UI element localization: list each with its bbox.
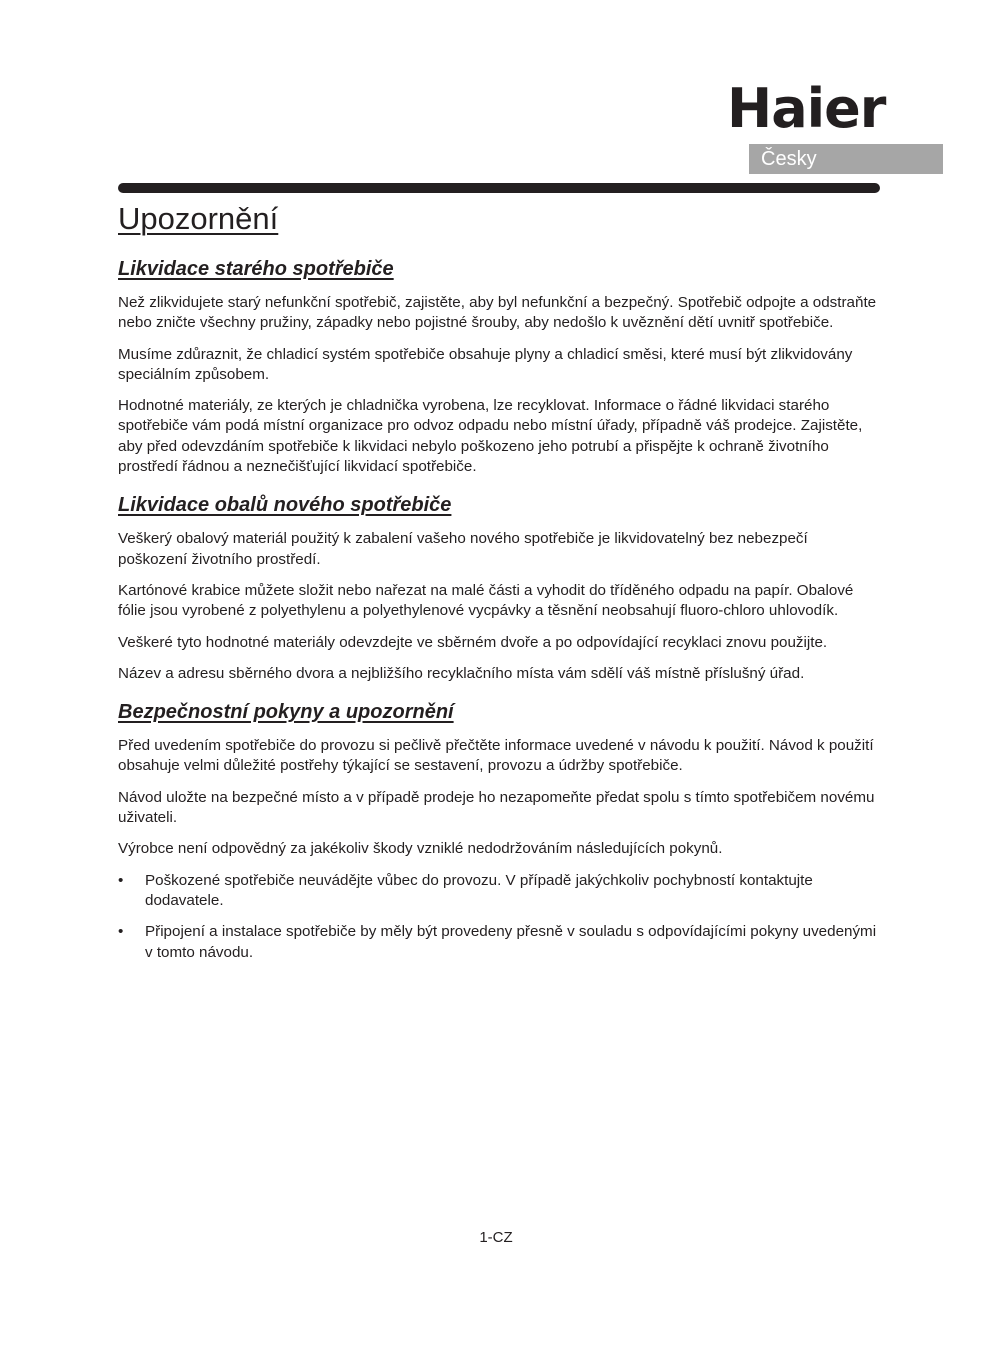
section-heading: Likvidace starého spotřebiče	[118, 258, 394, 280]
paragraph: Výrobce není odpovědný za jakékoliv škody vzniklé nedodržováním následujících pokynů.	[118, 840, 723, 858]
paragraph: Než zlikvidujete starý nefunkční spotřebič, zajistěte, aby byl nefunkční a bezpečný. Spotřebič odpojte a odstraňte nebo zničte všechny pružiny, západky nebo pojistné šrouby, aby nedošlo k uvěznění dětí uvnitř spotřebiče.	[118, 294, 877, 332]
paragraph: Veškerý obalový materiál použitý k zabalení vašeho nového spotřebiče je likvidovatelný bez nebezpečí poškození životního prostředí.	[118, 530, 808, 568]
list-item-text: Připojení a instalace spotřebiče by měly být provedeny přesně v souladu s odpovídajícími pokyny uvedenými v tomto návodu.	[145, 923, 877, 961]
main-content	[118, 197, 878, 974]
section-heading: Likvidace obalů nového spotřebiče	[118, 494, 452, 517]
list-item	[118, 871, 878, 912]
header-divider	[118, 183, 880, 193]
bullet-icon: •	[118, 871, 124, 889]
section-disposal-packaging	[118, 492, 878, 684]
page-number: 1-CZ	[479, 1229, 513, 1246]
brand-logo: Haier	[727, 77, 886, 140]
safety-bullet-list	[118, 871, 878, 963]
language-label: Česky	[749, 144, 943, 174]
paragraph: Kartónové krabice můžete složit nebo nařezat na malé části a vyhodit do tříděného odpadu na papír. Obalové fólie jsou vyrobené z polyethylenu a polyethylenové vycpávky a těsnění neobsahují fluoro-chloro uhlovodík.	[118, 581, 854, 620]
paragraph: Název a adresu sběrného dvora a nejbližšího recyklačního místa vám sdělí váš místně příslušný úřad.	[118, 664, 805, 682]
paragraph: Před uvedením spotřebiče do provozu si pečlivě přečtěte informace uvedené v návodu k použití. Návod k použití obsahuje velmi důležité postřehy týkající se sestavení, provozu a údržby spotřebiče.	[118, 737, 874, 775]
list-item-text: Poškozené spotřebiče neuvádějte vůbec do provozu. V případě jakýchkoliv pochybností kontaktujte dodavatele.	[145, 871, 813, 909]
page-title: Upozornění	[118, 201, 279, 236]
paragraph: Návod uložte na bezpečné místo a v případě prodeje ho nezapomeňte předat spolu s tímto spotřebičem novému uživateli.	[118, 788, 875, 827]
section-disposal-old	[118, 256, 878, 477]
section-safety	[118, 699, 878, 963]
bullet-icon: •	[118, 923, 124, 941]
paragraph: Hodnotné materiály, ze kterých je chladnička vyrobena, lze recyklovat. Informace o řádné likvidaci starého spotřebiče vám podá místní organizace pro odvoz odpadu nebo místní úřady, případně váš prodejce. Zajistěte, aby před odevzdáním spotřebiče k likvidaci nebylo poškozeno jeho potrubí a přispějte k ochraně životního prostředí řádnou a neznečišťující likvidací spotřebiče.	[118, 397, 863, 476]
paragraph: Veškeré tyto hodnotné materiály odevzdejte ve sběrném dvoře a po odpovídající recyklaci znovu použijte.	[118, 633, 828, 651]
paragraph: Musíme zdůraznit, že chladicí systém spotřebiče obsahuje plyny a chladicí směsi, které musí být zlikvidovány speciálním způsobem.	[118, 345, 853, 383]
list-item	[118, 922, 878, 963]
section-heading: Bezpečnostní pokyny a upozornění	[118, 701, 454, 724]
